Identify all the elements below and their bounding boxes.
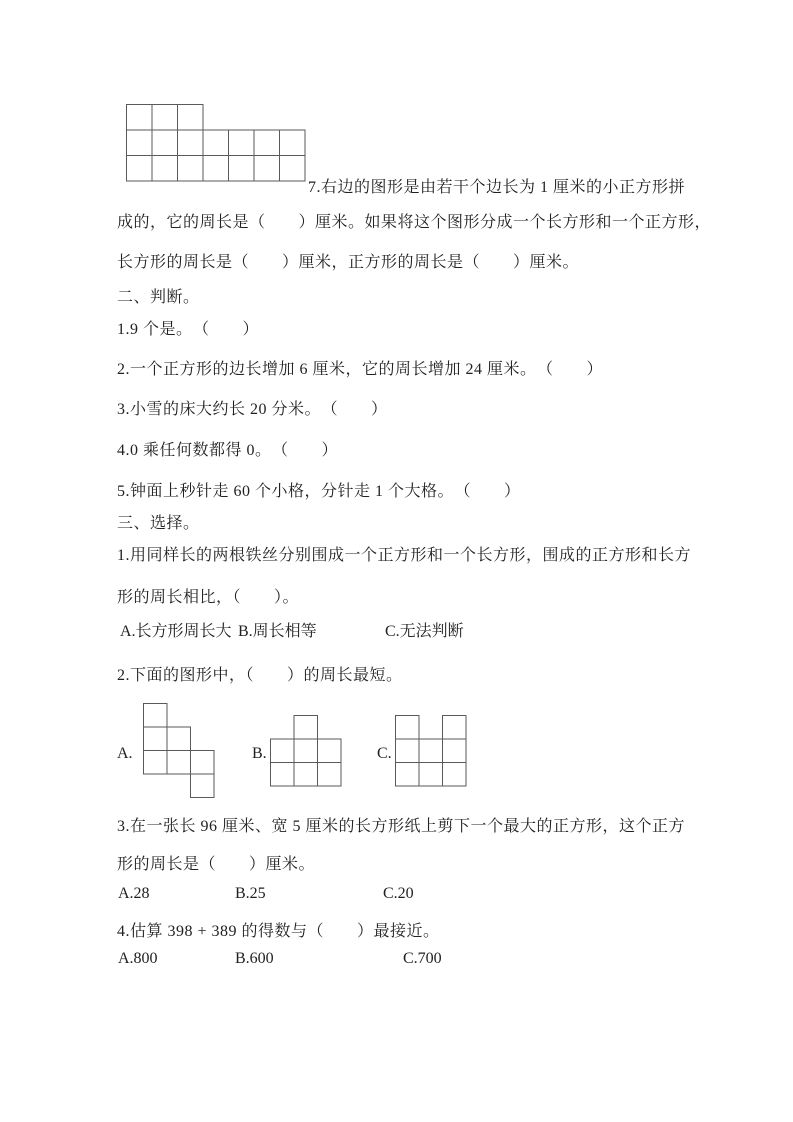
choice-q1-option-c: C.无法判断: [385, 623, 464, 640]
choice-q3-option-c: C.20: [383, 885, 414, 902]
judge-item-3: 3.小雪的床大约长 20 分米。 （ ）: [117, 401, 388, 418]
choice-q1-line2: 形的周长相比，（ ）。: [117, 589, 300, 606]
choice-q3-option-a: A.28: [118, 885, 150, 902]
shape-c-label: C.: [377, 745, 392, 762]
section-judge-title: 二、判断。: [117, 289, 200, 306]
question7-grid-figure: [126, 104, 306, 182]
choice-q3-line2: 形的周长是（ ）厘米。: [117, 856, 316, 873]
shape-a-label: A.: [117, 745, 133, 762]
choice-q4-option-b: B.600: [235, 950, 274, 967]
choice-q1-line1: 1.用同样长的两根铁丝分别围成一个正方形和一个长方形，围成的正方形和长方: [117, 547, 692, 564]
judge-item-5: 5.钟面上秒针走 60 个小格，分针走 1 个大格。 （ ）: [117, 483, 521, 500]
judge-item-4: 4.0 乘任何数都得 0。 （ ）: [117, 442, 339, 459]
shape-c-figure: [395, 715, 467, 787]
choice-q4-option-c: C.700: [403, 950, 442, 967]
choice-q2-stem: 2.下面的图形中，（ ）的周长最短。: [117, 667, 403, 684]
question7-line3: 长方形的周长是（ ）厘米，正方形的周长是（ ）厘米。: [117, 254, 580, 271]
shape-b-label: B.: [252, 745, 267, 762]
section-choice-title: 三、选择。: [117, 515, 200, 532]
question7-line2: 成的，它的周长是（ ）厘米。如果将这个图形分成一个长方形和一个正方形，: [117, 214, 712, 231]
judge-item-2: 2.一个正方形的边长增加 6 厘米，它的周长增加 24 厘米。 （ ）: [117, 361, 604, 378]
judge-item-1: 1.9 个是。 （ ）: [117, 321, 260, 338]
shape-a-figure: [143, 703, 215, 798]
choice-q1-option-a: A.长方形周长大: [120, 623, 232, 640]
choice-q4-option-a: A.800: [118, 950, 158, 967]
choice-q3-line1: 3.在一张长 96 厘米、宽 5 厘米的长方形纸上剪下一个最大的正方形，这个正方: [117, 818, 686, 835]
shape-b-figure: [270, 715, 342, 787]
choice-q4-stem: 4.估算 398 + 389 的得数与（ ）最接近。: [117, 923, 440, 940]
choice-q3-option-b: B.25: [235, 885, 266, 902]
choice-q1-option-b: B.周长相等: [238, 623, 317, 640]
question7-line1: 7.右边的图形是由若干个边长为 1 厘米的小正方形拼: [308, 179, 686, 196]
